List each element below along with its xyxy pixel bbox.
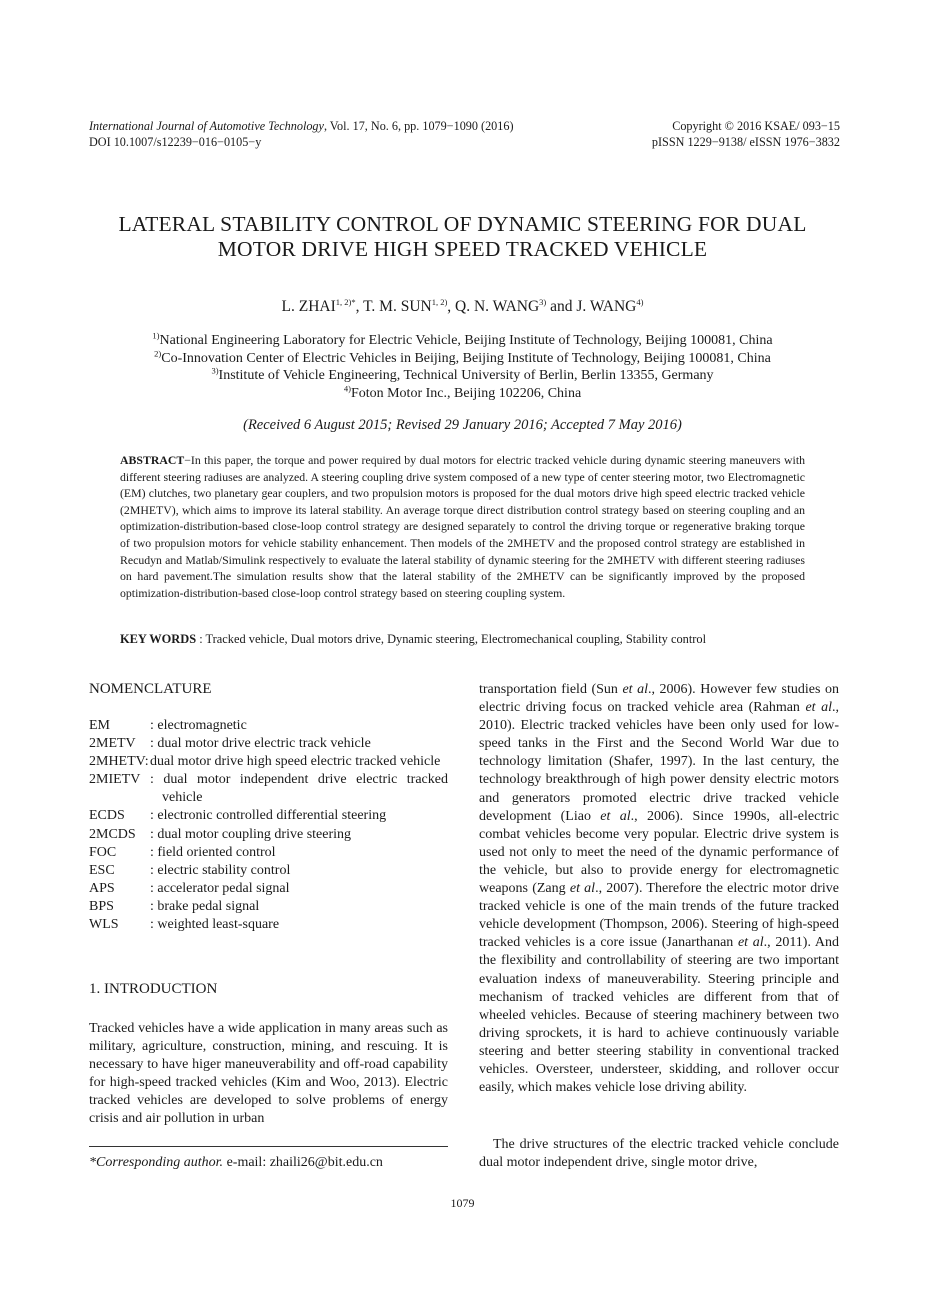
affiliation-text: National Engineering Laboratory for Electric Vehicle, Beijing Institute of Technology, Beijing 100081, China bbox=[159, 333, 773, 348]
et-al: et al bbox=[600, 808, 631, 824]
keywords-label: KEY WORDS bbox=[120, 632, 197, 646]
affiliation-sup: 1) bbox=[152, 330, 160, 341]
text-run: transportation field (Sun bbox=[479, 682, 623, 697]
nom-abbr: ECDS bbox=[89, 808, 125, 824]
nom-abbr: 2MCDS bbox=[89, 826, 136, 842]
text-run: ., 2006). Since 1990s, all-electric combat vehicles become very popular. Electric drive system is used not only to meet the need of the dynamic performance of the vehicle, but also to provide energy for electromagnetic weapons (Zang bbox=[479, 808, 839, 897]
introduction-paragraph-2: The drive structures of the electric tracked vehicle conclude dual motor independent drive, single motor drive, bbox=[479, 1137, 839, 1171]
copyright: Copyright © 2016 KSAE/ 093−15 bbox=[672, 119, 840, 133]
et-al: et al bbox=[569, 881, 596, 897]
nom-abbr: ESC bbox=[89, 862, 115, 878]
nom-abbr: FOC bbox=[89, 844, 117, 860]
nomenclature-section bbox=[89, 680, 448, 698]
nom-def: : dual motor drive electric track vehicle bbox=[150, 736, 371, 752]
text-run: ., 2007). Therefore the electric motor drive tracked vehicle is one of the main trends of the future tracked vehicle development (Thompson, 2006). Steering of high-speed tracked vehicles is a core issue (Janarthanan bbox=[479, 881, 839, 951]
affiliation-sup: 2) bbox=[154, 347, 162, 358]
author-name: L. ZHAI bbox=[281, 298, 336, 315]
nomenclature-list bbox=[89, 717, 448, 934]
nom-abbr: APS bbox=[89, 880, 115, 896]
affiliation-sup: 3) bbox=[211, 365, 219, 376]
journal-citation bbox=[89, 118, 609, 134]
nomenclature-item bbox=[89, 807, 448, 825]
author-name: , Q. N. WANG bbox=[447, 298, 540, 315]
affiliation-text: Institute of Vehicle Engineering, Technical University of Berlin, Berlin 13355, Germany bbox=[218, 368, 714, 383]
introduction-continued bbox=[479, 681, 839, 1097]
et-al: et al bbox=[737, 935, 764, 951]
affiliation bbox=[60, 367, 865, 385]
text-run: ., 2010). Electric tracked vehicles have been only used for low-speed tanks in the First and the Second World War due to technology limitation (Shafer, 1997). In the last century, the technology breakthrough of high power density electric motors and generators promoted electric drive tracked vehicle development (Liao bbox=[479, 700, 839, 824]
footnote-divider bbox=[89, 1146, 448, 1147]
footnote-text: e-mail: zhaili26@bit.edu.cn bbox=[223, 1155, 383, 1170]
nom-abbr: 2MIETV bbox=[89, 772, 141, 788]
nomenclature-item bbox=[89, 771, 448, 807]
nomenclature-item bbox=[89, 717, 448, 735]
nom-def: : brake pedal signal bbox=[150, 898, 260, 914]
title-line-1: LATERAL STABILITY CONTROL OF DYNAMIC STEERING FOR DUAL bbox=[118, 212, 807, 236]
author-sup: 3) bbox=[539, 296, 547, 307]
author-sup: 1, 2)* bbox=[335, 296, 356, 307]
text-run: ., 2011). And the flexibility and controllability of steering are two important evaluation indexs of maneuverability. Steering principle and mechanism of tracked vehicles are different from that of wheeled vehicles. Because of steering machinery between two driving sprockets, it is hard to achieve continuously variable steering and better steering stability in conventional tracked vehicles. Oversteer, understeer, skidding, and rollover occur easily, which makes vehicle lose driving ability. bbox=[479, 935, 839, 1096]
footnote-label: *Corresponding author. bbox=[89, 1155, 224, 1170]
affiliation-text: Co-Innovation Center of Electric Vehicles in Beijing, Beijing Institute of Technology, Beijing 100081, China bbox=[161, 350, 771, 366]
nom-abbr: BPS bbox=[89, 898, 114, 914]
nom-abbr: WLS bbox=[89, 917, 119, 933]
nom-abbr: EM bbox=[89, 718, 110, 733]
affiliation-text: Foton Motor Inc., Beijing 102206, China bbox=[350, 385, 582, 401]
keywords bbox=[120, 632, 810, 647]
affiliation bbox=[60, 347, 865, 368]
affiliation bbox=[60, 382, 865, 403]
nomenclature-item bbox=[89, 826, 448, 844]
nomenclature-item bbox=[89, 844, 448, 862]
nomenclature-item bbox=[89, 862, 448, 880]
affiliations bbox=[60, 332, 865, 402]
nom-def: : electronic controlled differential steering bbox=[150, 808, 387, 824]
nom-def: : electromagnetic bbox=[150, 718, 247, 733]
author-list bbox=[60, 298, 865, 316]
introduction-paragraph: Tracked vehicles have a wide application in many areas such as military, agriculture, construction, mining, and rescuing. It is necessary to have higer maneuverability and off-road capability for high-speed tracked vehicles (Kim and Woo, 2013). Electric tracked vehicles are developed to solve problems of energy crisis and air pollution in urban bbox=[89, 1021, 448, 1127]
nom-def: : field oriented control bbox=[150, 844, 276, 860]
nom-def: : dual motor coupling drive steering bbox=[150, 826, 352, 842]
author-name: , T. M. SUN bbox=[355, 298, 432, 315]
copyright-block bbox=[540, 118, 840, 150]
et-al: et al bbox=[622, 682, 648, 697]
nomenclature-item bbox=[89, 898, 448, 916]
nom-def bbox=[150, 753, 448, 771]
paper-title bbox=[60, 212, 865, 262]
abstract-text: −In this paper, the torque and power required by dual motors for electric tracked vehicle during dynamic steering maneuvers with different steering radiuses are analyzed. A steering coupling drive system composed of a new type of center steering motor, two Electromagnetic (EM) clutches, two planetary gear couplers, and two propulsion motors is proposed for the dual motors drive high speed electric tracked vehicle (2MHETV), which aims to improve its lateral stability. An average torque direct distribution control strategy based on steering coupling and an optimization-distribution-based close-loop control strategy are designed separately to control the driving torque or regenerative braking torque of two propulsion motors for vehicle stability enhancement. Then models of the 2MHETV and the proposed control strategy are established in Recudyn and Matlab/Simulink respectively to evaluate the lateral stability of dynamic steering for the 2MHETV with different steering radiuses on hard pavement.The simulation results show that the lateral stability of the 2MHETV can be significantly improved by the proposed optimization-distribution-based close-loop control strategy based on steering coupling system. bbox=[120, 453, 805, 600]
nom-def: : weighted least-square bbox=[150, 917, 280, 933]
doi: DOI 10.1007/s12239−016−0105−y bbox=[89, 135, 262, 149]
affiliation-sup: 4) bbox=[343, 382, 351, 393]
author-sup: 4) bbox=[636, 296, 644, 307]
title-line-2: MOTOR DRIVE HIGH SPEED TRACKED VEHICLE bbox=[217, 237, 708, 261]
nom-def: : dual motor independent drive electric tracked vehicle bbox=[150, 772, 448, 806]
author-name: and J. WANG bbox=[546, 298, 637, 315]
text-run: ., 2006). However few studies on electric driving focus on tracked vehicle area (Rahman bbox=[479, 682, 839, 716]
nom-def-text: dual motor drive high speed electric tracked vehicle bbox=[150, 754, 441, 770]
keywords-text: : Tracked vehicle, Dual motors drive, Dynamic steering, Electromechanical coupling, Stability control bbox=[196, 632, 707, 646]
author-sup: 1, 2) bbox=[431, 296, 448, 307]
journal-header bbox=[89, 118, 609, 150]
nom-abbr: 2MHETV: bbox=[89, 754, 149, 770]
nom-abbr: 2METV bbox=[89, 736, 136, 752]
journal-name: International Journal of Automotive Technology bbox=[89, 119, 324, 133]
nomenclature-item bbox=[89, 735, 448, 753]
et-al: et al bbox=[805, 700, 832, 716]
nomenclature-item bbox=[89, 880, 448, 898]
received-dates: (Received 6 August 2015; Revised 29 January 2016; Accepted 7 May 2016) bbox=[243, 417, 682, 433]
abstract-label: ABSTRACT bbox=[120, 453, 185, 467]
nomenclature-item bbox=[89, 916, 448, 934]
nom-def: : accelerator pedal signal bbox=[150, 880, 290, 896]
abstract bbox=[120, 452, 805, 601]
volume-info: , Vol. 17, No. 6, pp. 1079−1090 (2016) bbox=[323, 119, 514, 133]
introduction-heading: 1. INTRODUCTION bbox=[89, 981, 218, 997]
issn: pISSN 1229−9138/ eISSN 1976−3832 bbox=[651, 135, 840, 149]
nom-def: : electric stability control bbox=[150, 862, 291, 878]
affiliation bbox=[60, 332, 865, 350]
nomenclature-heading: NOMENCLATURE bbox=[89, 681, 212, 697]
page-number: 1079 bbox=[450, 1196, 475, 1210]
footnote bbox=[89, 1155, 383, 1171]
nomenclature-item bbox=[89, 753, 448, 771]
